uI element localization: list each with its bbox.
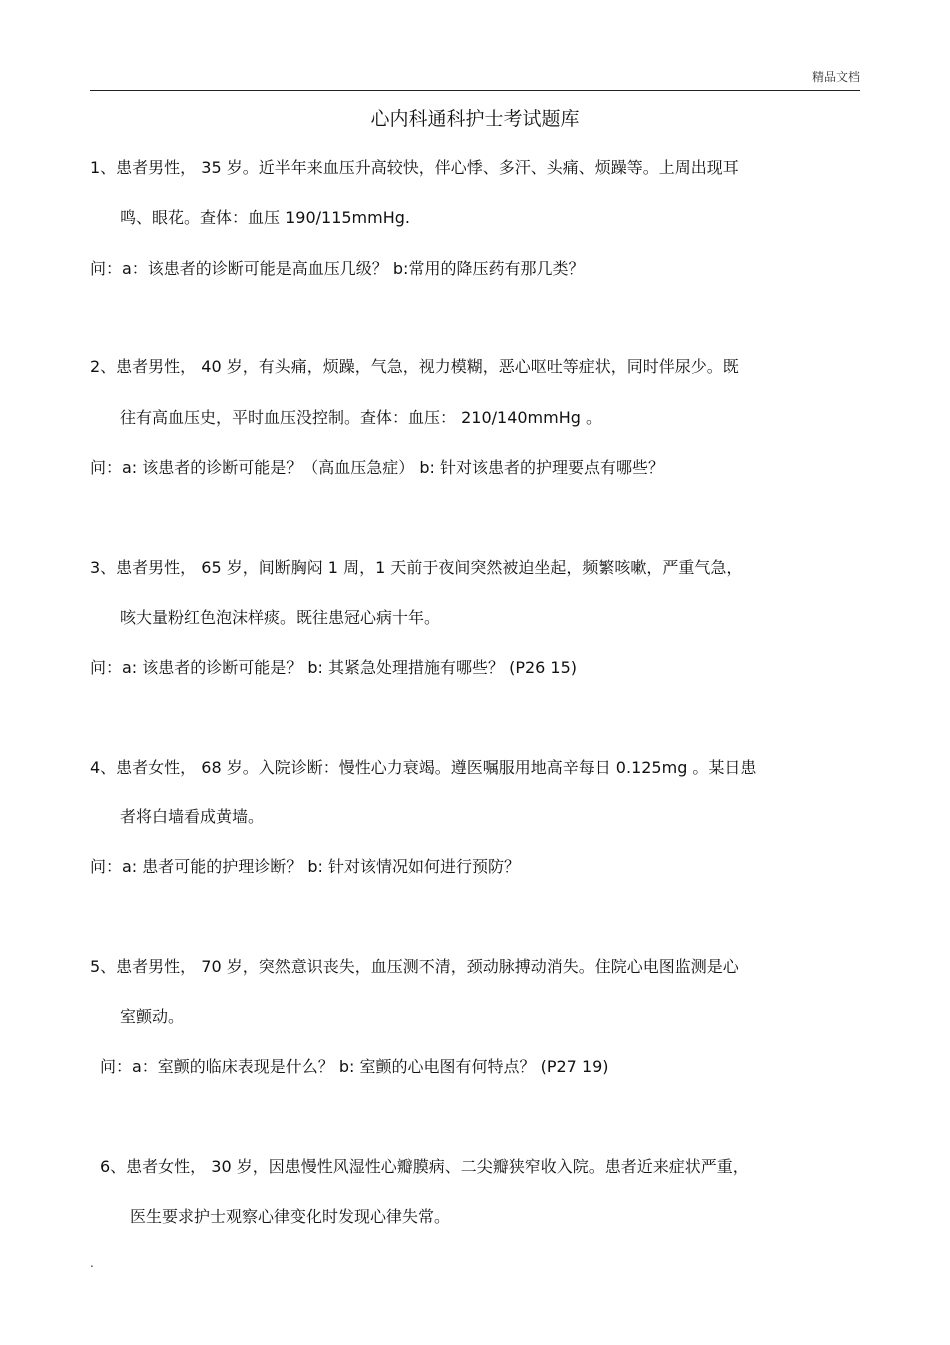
question-2-line-2: 往有高血压史，平时血压没控制。查体：血压： 210/140mmHg 。 — [120, 408, 603, 427]
question-3-ask: 问：a: 该患者的诊断可能是？ b: 其紧急处理措施有哪些？ (P26 15) — [90, 658, 578, 677]
question-5-line-2: 室颤动。 — [120, 1007, 185, 1026]
header-label: 精品文档 — [811, 70, 860, 84]
question-4-line-2: 者将白墙看成黄墙。 — [120, 807, 265, 826]
question-3-line-1: 3、患者男性， 65 岁，间断胸闷 1 周，1 天前于夜间突然被迫坐起，频繁咳嗽，严重气急， — [90, 558, 743, 577]
question-6-line-2: 医生要求护士观察心律变化时发现心律失常。 — [130, 1207, 451, 1226]
footer-mark: . — [90, 1256, 94, 1270]
question-6-line-1: 6、患者女性， 30 岁，因患慢性风湿性心瓣膜病、二尖瓣狭窄收入院。患者近来症状严重， — [100, 1157, 749, 1176]
question-1-ask: 问：a：该患者的诊断可能是高血压几级？ b:常用的降压药有那几类？ — [90, 259, 585, 278]
question-3-line-2: 咳大量粉红色泡沫样痰。既往患冠心病十年。 — [120, 608, 441, 627]
question-4-ask: 问：a: 患者可能的护理诊断？ b: 针对该情况如何进行预防？ — [90, 857, 521, 876]
question-1-line-2: 鸣、眼花。查体：血压 190/115mmHg. — [120, 208, 411, 227]
question-5-line-1: 5、患者男性， 70 岁，突然意识丧失，血压测不清，颈动脉搏动消失。住院心电图监测是心 — [90, 957, 739, 976]
page-title: 心内科通科护士考试题库 — [370, 108, 580, 130]
header-rule — [90, 90, 860, 91]
question-4-line-1: 4、患者女性， 68 岁。入院诊断：慢性心力衰竭。遵医嘱服用地高辛每日 0.125mg 。某日患 — [90, 758, 757, 777]
question-5-ask: 问：a：室颤的临床表现是什么？ b: 室颤的心电图有何特点？ (P27 19) — [100, 1057, 609, 1076]
question-2-ask: 问：a: 该患者的诊断可能是？（高血压急症） b: 针对该患者的护理要点有哪些？ — [90, 458, 665, 477]
question-1-line-1: 1、患者男性， 35 岁。近半年来血压升高较快，伴心悸、多汗、头痛、烦躁等。上周出现耳 — [90, 158, 739, 177]
question-2-line-1: 2、患者男性， 40 岁，有头痛，烦躁，气急，视力模糊，恶心呕吐等症状，同时伴尿少。既 — [90, 357, 739, 376]
